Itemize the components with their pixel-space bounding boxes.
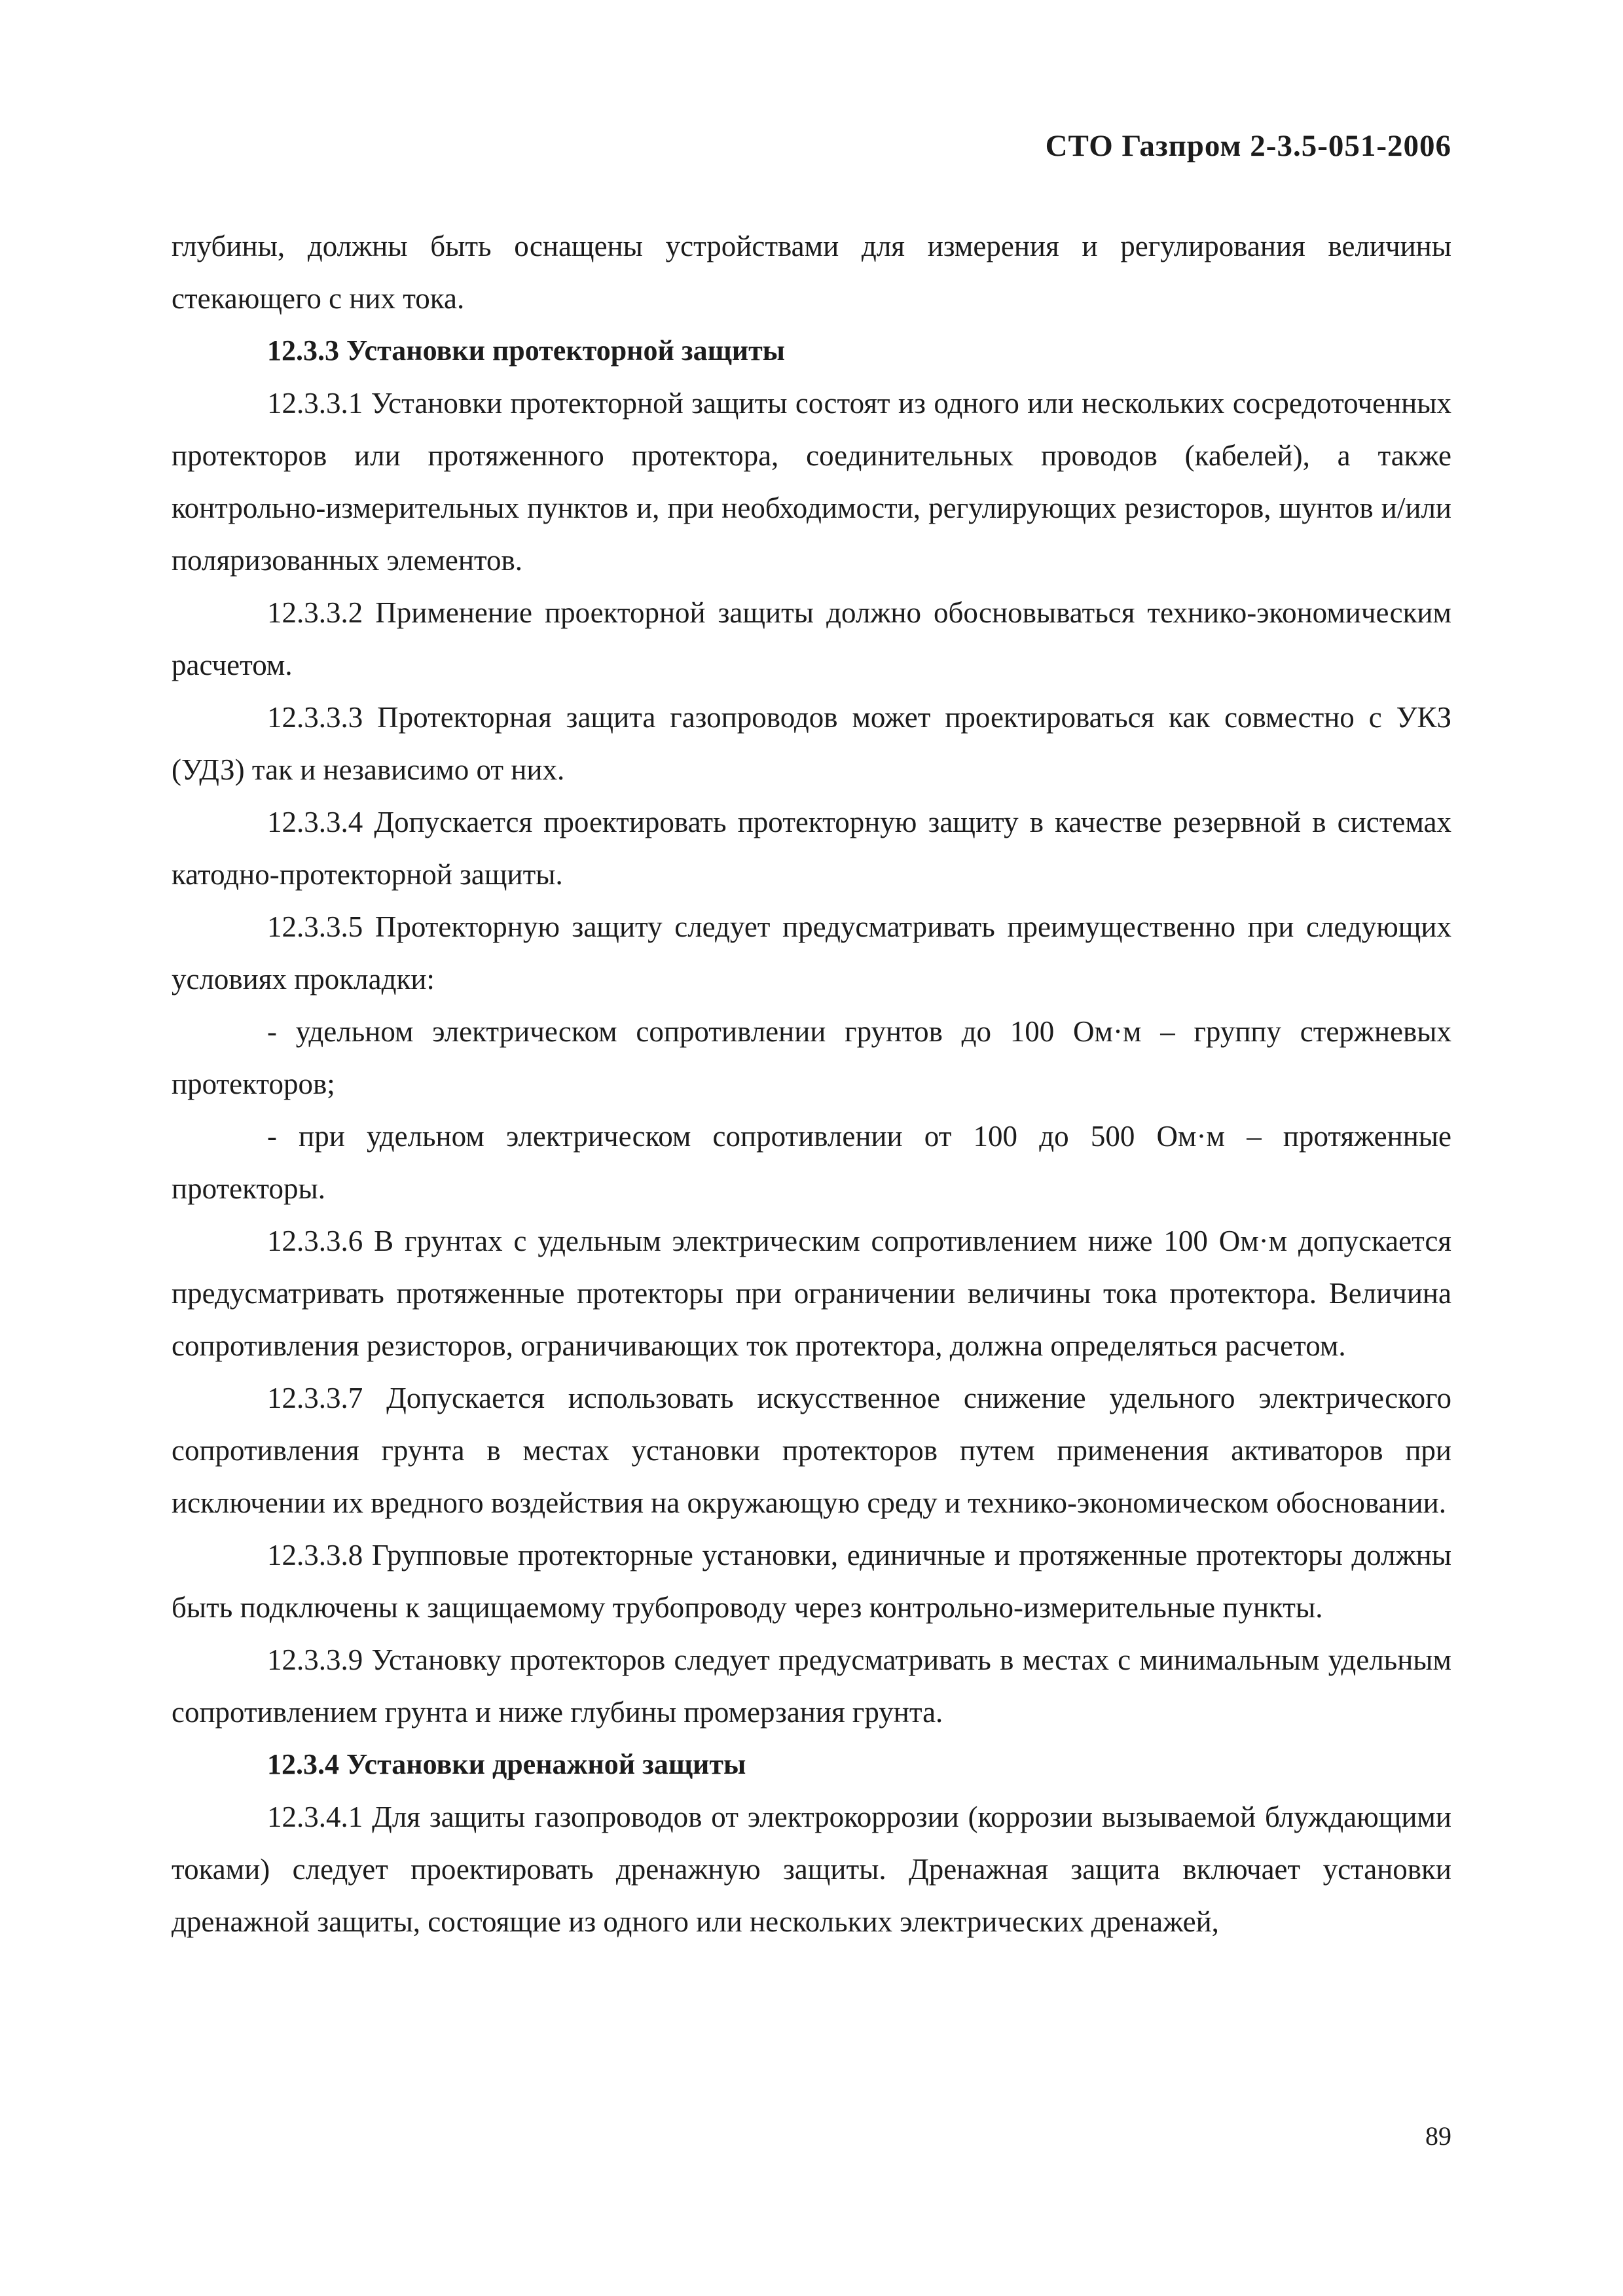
paragraph-12-3-3-9: 12.3.3.9 Установку протекторов следует предусматривать в местах с минимальным удельным сопротивлением грунта и ниже глубины промерзания грунта. <box>172 1643 1451 1729</box>
paragraph-12-3-3-6: 12.3.3.6 В грунтах с удельным электрическим сопротивлением ниже 100 Ом·м допускается предусматривать протяженные протекторы при ограничении величины тока протектора. Величина сопротивления резисторов, ограничивающих ток протектора, должна определяться расчетом. <box>172 1225 1451 1362</box>
section-heading-12-3-4: 12.3.4 Установки дренажной защиты <box>267 1748 746 1780</box>
paragraph-12-3-3-5: 12.3.3.5 Протекторную защиту следует предусматривать преимущественно при следующих условиях прокладки: <box>172 910 1451 996</box>
list-item-condition-2: - при удельном электрическом сопротивлении от 100 до 500 Ом·м – протяженные протекторы. <box>172 1120 1451 1205</box>
page-number: 89 <box>1425 2121 1451 2151</box>
paragraph-12-3-3-1: 12.3.3.1 Установки протекторной защиты состоят из одного или нескольких сосредоточенных протекторов или протяженного протектора, соединительных проводов (кабелей), а также контрольно-измерительных пунктов и, при необходимости, регулирующих резисторов, шунтов и/или поляризованных элементов. <box>172 387 1451 577</box>
list-item-condition-1: - удельном электрическом сопротивлении грунтов до 100 Ом·м – группу стержневых протекторов; <box>172 1015 1451 1100</box>
paragraph-12-3-3-7: 12.3.3.7 Допускается использовать искусственное снижение удельного электрического сопротивления грунта в местах установки протекторов путем применения активаторов при исключении их вредного воздействия на окружающую среду и технико-экономическом обосновании. <box>172 1382 1451 1519</box>
paragraph-12-3-3-3: 12.3.3.3 Протекторная защита газопроводов может проектироваться как совместно с УКЗ (УДЗ) так и независимо от них. <box>172 701 1451 786</box>
paragraph-12-3-3-4: 12.3.3.4 Допускается проектировать протекторную защиту в качестве резервной в системах катодно-протекторной защиты. <box>172 806 1451 891</box>
section-heading-12-3-3: 12.3.3 Установки протекторной защиты <box>267 334 786 367</box>
paragraph-12-3-3-2: 12.3.3.2 Применение проекторной защиты должно обосновываться технико-экономическим расчетом. <box>172 596 1451 681</box>
paragraph-12-3-3-8: 12.3.3.8 Групповые протекторные установки, единичные и протяженные протекторы должны быть подключены к защищаемому трубопроводу через контрольно-измерительные пункты. <box>172 1539 1451 1624</box>
document-header: СТО Газпром 2-3.5-051-2006 <box>1045 129 1451 163</box>
paragraph-12-3-4-1: 12.3.4.1 Для защиты газопроводов от электрокоррозии (коррозии вызываемой блуждающими токами) следует проектировать дренажную защиты. Дренажная защита включает установки дренажной защиты, состоящие из одного или нескольких электрических дренажей, <box>172 1801 1451 1938</box>
document-body <box>172 220 1451 1948</box>
paragraph-continuation: глубины, должны быть оснащены устройствами для измерения и регулирования величины стекающего с них тока. <box>172 230 1451 315</box>
